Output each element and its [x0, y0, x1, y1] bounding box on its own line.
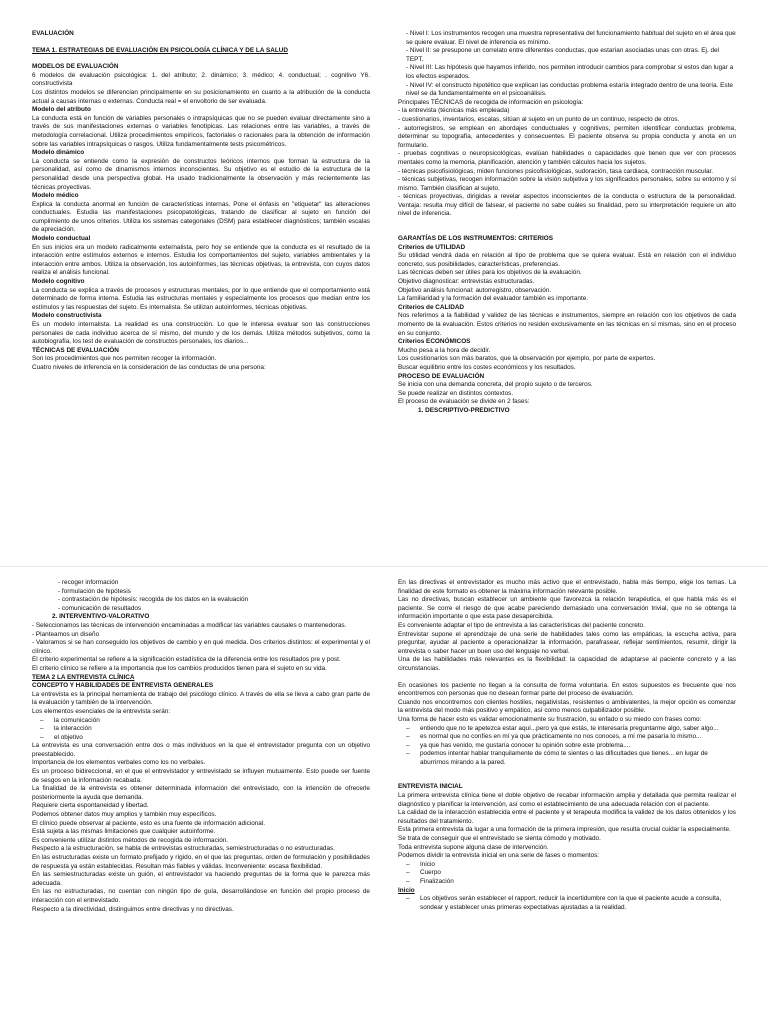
list-item: - Nivel III: Las hipótesis que hayamos inferido, nos permiten introducir cambios para comprobar si estos dan lugar a los efectos esperados. [406, 64, 734, 80]
paragraph: - técnicas subjetivas, recogen información sobre la visión subjetiva y los significados personales, sobre su entorno y sí mismo. También clasifican al sujeto. [398, 176, 736, 192]
paragraph: - técnicas proyectivas, dirigidas a revelar aspectos inconscientes de la conducta o estructura de la personalidad. Ventaja: resulta muy difícil de falsear, el paciente no sabe cuáles su finalidad, pero su interpretación requiere un alto nivel de inferencia. [398, 193, 736, 218]
section-heading: MODELOS DE EVALUACIÓN [32, 63, 119, 71]
section-heading: PROCESO DE EVALUACIÓN [398, 372, 485, 380]
spacer [398, 674, 736, 682]
paragraph: Los distintos modelos se diferencian principalmente en su posicionamiento en cuanto a la atribución de la conducta actual a causas internas o externas. Conducta real = el envoltorio de ser evaluada. [32, 88, 370, 105]
paragraph: Respecto a la directividad, distinguimos entre directivas y no directivas. [32, 905, 234, 913]
section-heading: CONCEPTO Y HABILIDADES DE ENTREVISTA GENERALES [32, 682, 214, 690]
bullet-item: – entiendo que no te apetezca estar aquí...pero ya que estás, te interesaría preguntarme algo, saber algo... [398, 725, 736, 734]
paragraph: Una forma de hacer esto es validar emocionalmente su frustración, su enfado o su miedo con frases como: [398, 715, 702, 723]
bullet-item: – la interacción [32, 725, 370, 734]
paragraph: La calidad de la interacción establecida entre el paciente y el terapeuta modifica la validez de los datos obtenidos y los resultados del tratamiento. [398, 809, 736, 825]
paragraph: - la entrevista (técnicas más empleada) [398, 107, 510, 115]
numbered-heading: 1. DESCRIPTIVO-PREDICTIVO [418, 406, 510, 414]
section-heading: Modelo dinámico [32, 149, 85, 157]
paragraph: - cuestionarios, inventarios, escalas, sitúan al sujeto en un punto de un continuo, respecto de otros. [398, 115, 680, 123]
paragraph: Es un proceso bidireccional, en el que el entrevistador y entrevistado se influyen mutuamente. Esto puede ser fuente de sesgos en la información recabada. [32, 768, 370, 784]
page-2-right-column [398, 579, 736, 912]
paragraph: La familiaridad y la formación del evaluador también es importante. [398, 295, 589, 303]
spacer [398, 775, 736, 783]
paragraph: Entrevistar supone el aprendizaje de una serie de habilidades tales como las empáticas, la escucha activa, para preguntar, ayudar al paciente a operacionalizar la información, parafrasear, reflejar sentimientos, resumir, dirigir la entrevista o saber hacer un buen uso del lenguaje no verbal. [398, 630, 736, 655]
section-heading: Modelo médico [32, 192, 79, 200]
list-item: - recoger información [58, 579, 119, 586]
paragraph: La entrevista es una conversación entre dos o más individuos en la que el entrevistador pregunta con un objetivo preestablecido. [32, 742, 370, 758]
list-item: - Nivel I: Los instrumentos recogen una muestra representativa del funcionamiento habitual del sujeto en el área que se quiere evaluar. El nivel de inferencia es mínimo. [406, 30, 736, 46]
paragraph: - técnicas psicofisiológicas, miden funciones psicofisiológicas, sudoración, tasa cardiaca, contracción muscular. [398, 167, 714, 175]
paragraph: Principales TÉCNICAS de recogida de información en psicología: [398, 98, 584, 106]
section-title: TEMA 1. ESTRATEGIAS DE EVALUACIÓN EN PSICOLOGÍA CLÍNICA Y DE LA SALUD [32, 46, 288, 54]
paragraph: Una de las habilidades más relevantes es la flexibilidad: la capacidad de adaptarse al paciente concreto y a las circunstancias. [398, 656, 736, 672]
paragraph: Mucho pesa a la hora de decidir. [398, 346, 491, 354]
paragraph: Es conveniente utilizar distintos métodos de recogida de información. [32, 836, 229, 844]
paragraph: - Seleccionamos las técnicas de intervención encaminadas a modificar las variables causales o mantenedoras. [32, 621, 347, 629]
paragraph: La primera entrevista clínica tiene el doble objetivo de recabar información amplia y detallada que permita realizar el diagnóstico y planificar la intervención, así como el establecimiento de una adecuada relación con el paciente. [398, 792, 736, 808]
section-heading: EVALUACIÓN [32, 30, 74, 37]
section-heading: ENTREVISTA INICIAL [398, 783, 463, 791]
paragraph: Objetivo diagnosticar: entrevistas estructuradas. [398, 278, 535, 286]
section-heading: Criterios de CALIDAD [398, 303, 465, 311]
document-page-2 [0, 566, 768, 1025]
paragraph: Es un modelo internalista. La realidad es una construcción. Lo que le interesa evaluar son las construcciones personales de cada individuo acerca de sí mismo, del mundo y de los demás. Utiliza métodos subjetivos, como la autobiografía, los test de evaluación de constructos personales, los diarios... [32, 321, 370, 346]
paragraph: Los elementos esenciales de la entrevista serán: [32, 707, 171, 715]
page-1-left-column [32, 30, 370, 373]
paragraph: En las directivas el entrevistador es mucho más activo que el entrevistado, habla más tiempo, elige los temas. La finalidad de este formato es obtener la máxima información relevante posible. [398, 579, 736, 595]
paragraph: - Valoramos si se han conseguido los objetivos de cambio y en qué medida. Dos criterios distintos: el experimental y el clínico. [32, 639, 370, 655]
paragraph: Cuando nos encontremos con clientes hostiles, negativistas, resistentes o ambivalentes, la mejor opción es comenzar la entrevista del modo más positivo y empático, así como menos culpabilizador posible. [398, 698, 736, 715]
paragraph: Podemos dividir la entrevista inicial en una serie de fases o momentos: [398, 852, 600, 860]
paragraph: - autorregistros, se emplean en abordajes conductuales y cognitivos, permiten identificar conductas problema, determinar su topografía, antecedentes y consecuentes. El paciente observa su propia conducta y anota en un formulario. [398, 124, 736, 149]
paragraph: En sus inicios era un modelo radicalmente externalista, pero hoy se entiende que la conducta es el resultado de la interacción entre estímulos externos e internos. Estudia los comportamientos del sujeto, variables ambientales y la interacción entre ambos. Utiliza la observación, los autoinformes, las técnicas objetivas, la entrevista, con cuyos datos realiza el análisis funcional. [32, 243, 370, 277]
paragraph: Importancia de los elementos verbales como los no verbales. [32, 759, 206, 767]
paragraph: Objetivo análisis funcional: autorregistro, observación. [398, 286, 552, 294]
paragraph: En las semiestructuradas existe un guión, el entrevistador va haciendo preguntas de la forma que le parezca más adecuada. [32, 871, 370, 887]
paragraph: Son los procedimientos que nos permiten recoger la información. [32, 355, 217, 363]
bullet-item: – ya que has venido, me gustaría conocer tu opinión sobre este problema.... [398, 742, 736, 751]
list-item: - formulación de hipótesis [58, 587, 131, 595]
section-heading: Modelo conductual [32, 235, 91, 243]
paragraph: La conducta está en función de variables personales o intrapsíquicas que no se pueden evaluar directamente sino a través de sus manifestaciones externas o variables fenotípicas. Las relaciones entre las variables, a través de metodología correlacional. Utiliza procedimientos empíricos, factoriales o racionales para la obtención de información sobre las variables intrapsíquicas o rasgos. Utiliza fundamentalmente tests psicométricos. [32, 114, 370, 148]
section-heading: GARANTÍAS DE LOS INSTRUMENTOS: CRITERIOS [398, 235, 554, 243]
paragraph: El criterio experimental se refiere a la significación estadística de la diferencia entre los resultados pre y post. [32, 656, 341, 664]
paragraph: En ocasiones los paciente no llegan a la consulta de forma voluntaria. En estos supuestos es frecuente que nos encontremos con personas que no desean formar parte del proceso de evaluación. [398, 681, 736, 698]
paragraph: Se puede realizar en distintos contextos. [398, 389, 514, 397]
bullet-item: – Inicio [398, 861, 736, 870]
paragraph: Buscar equilibrio entre los costes económicos y los resultados. [398, 363, 576, 371]
paragraph: Esta primera entrevista da lugar a una formación de la primera impresión, que resulta crucial cuidar la especialmente. [398, 826, 731, 834]
paragraph: En las no estructuradas, no cuentan con ningún tipo de guía, desarrollándose en función del propio proceso de interacción con el entrevistado. [32, 888, 370, 904]
spacer [398, 219, 736, 227]
section-title: TEMA 2 LA ENTREVISTA CLÍNICA [32, 673, 135, 681]
paragraph: Podemos obtener datos muy amplios y también muy específicos. [32, 811, 217, 819]
paragraph: Nos referimos a la fiabilidad y validez de las técnicas e instrumentos, siempre en relación con los objetivos de cada momento de la evaluación. Estos criterios no residen exclusivamente en las técnicas en sí mismas, sino en el proceso en su conjunto. [398, 312, 736, 337]
list-item: - comunicación de resultados [58, 604, 142, 612]
paragraph: En las estructuradas existe un formato prefijado y rígido, en el que las preguntas, orden de formulación y posibilidades de respuesta ya están establecidas. Resultan más fiables y válidas. Inconveniente: escasa flexibilidad. [32, 854, 370, 870]
bullet-item: – Cuerpo [398, 869, 736, 878]
list-item: - Nivel IV: el constructo hipotético que explican las conductas problema estaría integrado dentro de una teoría. Este nivel se da fundamentalmente en el psicoanálisis. [406, 81, 733, 98]
spacer [32, 39, 370, 47]
list-item: - contrastación de hipótesis: recogida de los datos en la evaluación [58, 596, 249, 604]
spacer [32, 55, 370, 63]
paragraph: La conducta se entiende como la expresión de constructos teóricos internos que forman la estructura de la personalidad, así como de dinamismos internos inconscientes. Su objetivo es el estudio de la estructura de la personalidad desde una perspectiva global. Ha usado tradicionalmente la observación y más recientemente las técnicas proyectivas. [32, 157, 370, 191]
paragraph: La conducta se explica a través de procesos y estructuras mentales, por lo que entiende que el comportamiento está determinado de forma interna. Estudia las estructuras mentales y especialmente los procesos que median entre los estímulos y las respuestas del sujeto. Es internalista. Se utilizan autoinformes, técnicas objetivas. [32, 286, 370, 311]
paragraph: Cuatro niveles de inferencia en la consideración de las conductas de una persona: [32, 363, 266, 371]
bullet-item: – la comunicación [32, 717, 370, 726]
paragraph: - pruebas cognitivas o neuropsicológicas, evalúan habilidades o capacidades que tienen que ver con procesos mentales como la memoria, planificación, atención y también cálculos hacia los sujetos. [398, 150, 736, 166]
paragraph: Respecto a la estructuración, se habla de entrevistas estructuradas, semiestructuradas o no estructuradas. [32, 845, 336, 853]
paragraph: Requiere cierta espontaneidad y libertad. [32, 802, 149, 810]
section-title: Inicio [398, 886, 415, 894]
bullet-item: – Finalización [398, 878, 736, 887]
list-item: - Nivel II: se presupone un correlato entre diferentes conductas, que estarían asociadas unas con otras. Ej. del TEPT. [406, 47, 719, 63]
paragraph: Explica la conducta anormal en función de características internas. Pone el énfasis en "etiquetar" las alteraciones conductuales. Estudia las manifestaciones psicopatológicas, tratando de clasificar al sujeto en función del cumplimiento de unos criterios. Utiliza los sistemas categoriales (DSM) para establecer diagnósticos; también escalas de apreciación. [32, 200, 370, 234]
paragraph: El proceso de evaluación se divide en 2 fases: [398, 398, 530, 406]
paragraph: La entrevista es la principal herramienta de trabajo del psicólogo clínico. A través de ella se lleva a cabo gran parte de la evaluación y también de la intervención. [32, 690, 370, 707]
paragraph: Su utilidad vendrá dada en relación al tipo de problema que se quiera evaluar. Está en relación con el individuo concreto, sus posibilidades, características, preferencias. [398, 252, 736, 268]
section-heading: Modelo cognitivo [32, 278, 85, 286]
spacer [398, 227, 736, 235]
paragraph: El criterio clínico se refiere a la importancia que los cambios producidos tienen para el sujeto en su vida. [32, 664, 327, 672]
bullet-item: – Los objetivos serán establecer el rapport, reducir la incertidumbre con la que el paciente acude a consulta, sondear y establecer unas primeras expectativas ajustadas a la realidad. [398, 895, 736, 912]
paragraph: 6 modelos de evaluación psicológica: 1. del atributo; 2. dinámico; 3. médico; 4. conductual; . cognitivo Y6. constructivista [32, 71, 370, 88]
paragraph: Los cuestionarios son más baratos, que la observación por ejemplo, por parte de expertos. [398, 355, 656, 363]
bullet-item: – el objetivo [32, 734, 370, 743]
numbered-heading: 2. INTERVENTIVO-VALORATIVO [52, 613, 150, 621]
paragraph: El clínico puede observar al paciente, esto es una fuente de información adicional. [32, 819, 266, 827]
paragraph: Se trata de conseguir que el entrevistado se sienta cómodo y motivado. [398, 835, 601, 843]
section-heading: Modelo del atributo [32, 106, 91, 114]
section-heading: TÉCNICAS DE EVALUACIÓN [32, 346, 119, 354]
bullet-item: – es normal que no confíes en mí ya que prácticamente no nos conoces, a mí me pasaría lo mismo... [398, 733, 736, 742]
section-heading: Criterios de UTILIDAD [398, 243, 466, 251]
paragraph: Está sujeta a las mismas limitaciones que cualquier autoinforme. [32, 828, 216, 836]
paragraph: Toda entrevista supone alguna clase de intervención. [398, 843, 549, 851]
section-heading: Modelo constructivista [32, 312, 102, 320]
paragraph: - Planteamos un diseño [32, 630, 100, 638]
section-heading: Criterios ECONÓMICOS [398, 338, 471, 346]
spacer [398, 767, 736, 775]
paragraph: Las técnicas deben ser útiles para los objetivos de la evaluación. [398, 269, 582, 277]
paragraph: La finalidad de la entrevista es obtener determinada información del entrevistado, con la intención de ofrecerle posteriormente la ayuda que demanda. [32, 785, 370, 801]
paragraph: Las no directivas, buscan establecer un ambiente que favorezca la relación terapéutica, el que habla más es el paciente. Se corre el riesgo de que acabe pareciendo demasiado una conversación trivial, que no se obtenga la información importante o que esta pase desapercibida. [398, 596, 736, 621]
page-2-left-column [32, 579, 370, 914]
paragraph: Se inicia con una demanda concreta, del propio sujeto o de terceros. [398, 381, 593, 389]
bullet-item: – podemos intentar hablar tranquilamente de cómo te sientes o las dificultades que tienes... en lugar de aburrirnos mirando a la pared. [398, 750, 736, 767]
paragraph: Es conveniente adaptar el tipo de entrevista a las características del paciente concreto. [398, 621, 645, 629]
page-1-right-column [398, 30, 736, 416]
